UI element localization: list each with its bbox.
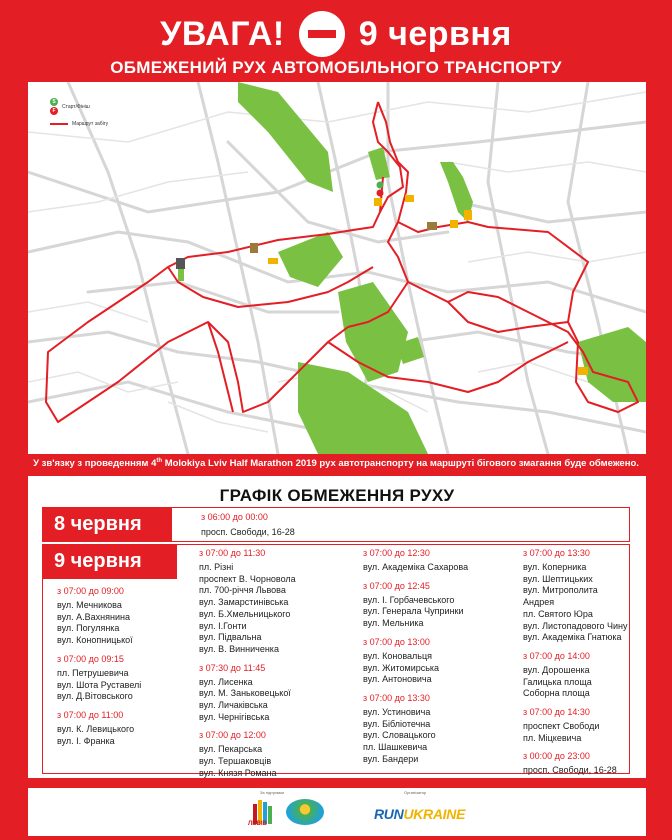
schedule-street: вул. І.Гонти: [199, 620, 247, 631]
schedule-street: вул. А.Вахнянина: [57, 611, 130, 622]
schedule-street: вул. Академіка Гнатюка: [523, 632, 622, 643]
schedule-street: проспект Свободи: [523, 721, 600, 732]
schedule-time: з 07:30 до 11:45: [199, 662, 266, 673]
legend-route-label: Маршрут забігу: [72, 121, 109, 127]
schedule-group: [523, 750, 631, 777]
schedule-group: [57, 709, 187, 747]
park-north: [238, 82, 333, 192]
schedule-street: Соборна площа: [523, 688, 590, 699]
schedule-street: вул. Личаківська: [199, 700, 268, 711]
schedule-group: [363, 636, 513, 686]
schedule-time: з 07:00 до 11:30: [199, 548, 266, 558]
day-8-label: 8 червня: [42, 507, 172, 542]
schedule-column-4: [523, 547, 631, 783]
header: [0, 0, 672, 80]
schedule-street: вул. І. Франка: [57, 735, 115, 746]
schedule-group: [363, 547, 513, 574]
day-8-box: [42, 507, 630, 542]
legend-start-finish-label: Старт/Фініш: [62, 103, 90, 110]
schedule-street: пл. Святого Юра: [523, 608, 593, 619]
support-caption: За підтримки: [260, 790, 285, 795]
schedule-street: вул. Житомирська: [363, 662, 440, 673]
schedule-street: вул. Пекарська: [199, 744, 263, 755]
schedule-street: пл. Шашкевича: [363, 742, 428, 753]
schedule-street: пл. Різні: [199, 562, 234, 572]
schedule-street: пл. Міцкевича: [523, 732, 582, 743]
schedule-time: з 07:00 до 09:15: [57, 653, 124, 664]
schedule-time: з 07:00 до 14:30: [523, 707, 590, 718]
day-9-box: [42, 544, 630, 778]
subtitle: ОБМЕЖЕНИЙ РУХ АВТОМОБІЛЬНОГО ТРАНСПОРТУ: [110, 58, 562, 77]
day-8-street: просп. Свободи, 16-28: [201, 527, 295, 537]
map-graphic: [28, 82, 646, 454]
no-entry-icon: [299, 11, 345, 57]
schedule-group: [199, 729, 349, 779]
schedule-column-3: [363, 547, 513, 771]
schedule-time: з 07:00 до 11:00: [57, 709, 124, 720]
schedule-street: вул. Замарстинівська: [199, 597, 289, 608]
schedule-street: вул. М. Заньковецької: [199, 688, 291, 699]
schedule-street: вул. Бандери: [363, 753, 419, 764]
schedule-street: вул. В. Винниченка: [199, 643, 279, 654]
schedule-street: вул. Словацького: [363, 730, 436, 741]
schedule-street: вул. Академіка Сахарова: [363, 562, 469, 572]
schedule-column-1: [57, 585, 187, 753]
schedule-panel: [28, 476, 646, 778]
schedule-time: з 07:00 до 14:00: [523, 650, 590, 661]
map-legend: [50, 98, 108, 133]
schedule-street: просп. Свободи, 16-28: [523, 765, 617, 776]
schedule-street: вул. Генерала Чупринки: [363, 606, 464, 617]
schedule-street: пл. 700-річчя Львова: [199, 585, 286, 596]
schedule-time: з 07:00 до 13:00: [363, 636, 430, 647]
organizer-caption: Організатор: [404, 790, 427, 795]
title-row: [0, 10, 672, 58]
schedule-street: пл. Петрушевича: [57, 667, 129, 678]
title-date: 9 червня: [358, 14, 512, 53]
schedule-street: вул. Лисенка: [199, 676, 253, 687]
schedule-group: [363, 692, 513, 766]
schedule-time: з 07:00 до 12:00: [199, 730, 266, 741]
schedule-street: вул. Дорошенка: [523, 664, 590, 675]
schedule-street: вул. Б.Хмельницького: [199, 608, 291, 619]
schedule-group: [363, 580, 513, 630]
schedule-street: вул. Митрополита Андрея: [523, 585, 598, 608]
schedule-group: [199, 547, 349, 656]
park-center-left: [278, 232, 343, 287]
lviv-logo-text: ЛЬВІВ: [248, 821, 267, 827]
schedule-street: вул. Коновальця: [363, 650, 433, 661]
schedule-time: з 07:00 до 13:30: [363, 692, 430, 703]
schedule-column-2: [199, 547, 349, 786]
schedule-title: ГРАФІК ОБМЕЖЕННЯ РУХУ: [219, 486, 455, 505]
schedule-street: вул. Д.Вітовського: [57, 691, 133, 702]
route-line-icon: [50, 123, 68, 125]
schedule-street: вул. Чернігівська: [199, 711, 270, 722]
day-9-label: 9 червня: [42, 544, 177, 579]
schedule-street: вул. К. Левицького: [57, 723, 135, 734]
schedule-street: вул. Князя Романа: [199, 767, 277, 778]
schedule-time: з 07:00 до 13:30: [523, 548, 590, 558]
start-finish-icon: S F: [50, 98, 58, 115]
schedule-time: з 00:00 до 23:00: [523, 751, 590, 762]
schedule-street: вул. Антоновича: [363, 674, 432, 685]
schedule-street: вул. Мельника: [363, 618, 424, 629]
schedule-street: вул. Коперника: [523, 562, 587, 572]
notice-text: У зв'язку з проведенням 4th Molokiya Lviv Half Marathon 2019 рух автотранспорту на маршруті бігового змагання буде обмежено.: [33, 458, 639, 470]
schedule-street: вул. Шота Руставелі: [57, 679, 142, 690]
schedule-time: з 07:00 до 12:30: [363, 548, 430, 558]
schedule-street: вул. Підвальна: [199, 632, 262, 643]
schedule-group: [523, 706, 631, 744]
schedule-street: вул. Устиновича: [363, 706, 431, 717]
title-warning: УВАГА!: [160, 14, 285, 53]
schedule-street: вул. Мечникова: [57, 600, 122, 610]
schedule-group: [523, 547, 631, 644]
schedule-street: вул. Бібліотечна: [363, 718, 431, 729]
schedule-time: з 07:00 до 12:45: [363, 580, 430, 591]
legend-start-finish: [50, 98, 108, 115]
schedule-street: вул. Конопницької: [57, 635, 133, 646]
schedule-group: [523, 650, 631, 700]
run-ukraine-logo: RUNUKRAINE: [374, 806, 466, 822]
schedule-group: [57, 585, 187, 647]
schedule-group: [199, 662, 349, 724]
schedule-street: Галицька площа: [523, 676, 592, 687]
footer-logos: [28, 788, 646, 836]
schedule-street: вул. Погулянка: [57, 623, 120, 634]
park-south: [298, 362, 428, 454]
schedule-group: [57, 653, 187, 703]
route-map: [28, 82, 646, 454]
schedule-time: з 07:00 до 09:00: [57, 586, 124, 596]
schedule-street: вул. Тершаковців: [199, 756, 272, 767]
schedule-street: вул. І. Горбачевського: [363, 594, 455, 605]
city-emblem-icon: [286, 799, 324, 825]
schedule-street: вул. Шептицьких: [523, 573, 593, 584]
schedule-street: вул. Листопадового Чину: [523, 620, 628, 631]
legend-route: [50, 121, 108, 127]
schedule-street: проспект В. Чорновола: [199, 573, 296, 584]
day-8-time: з 06:00 до 00:00: [201, 512, 268, 522]
